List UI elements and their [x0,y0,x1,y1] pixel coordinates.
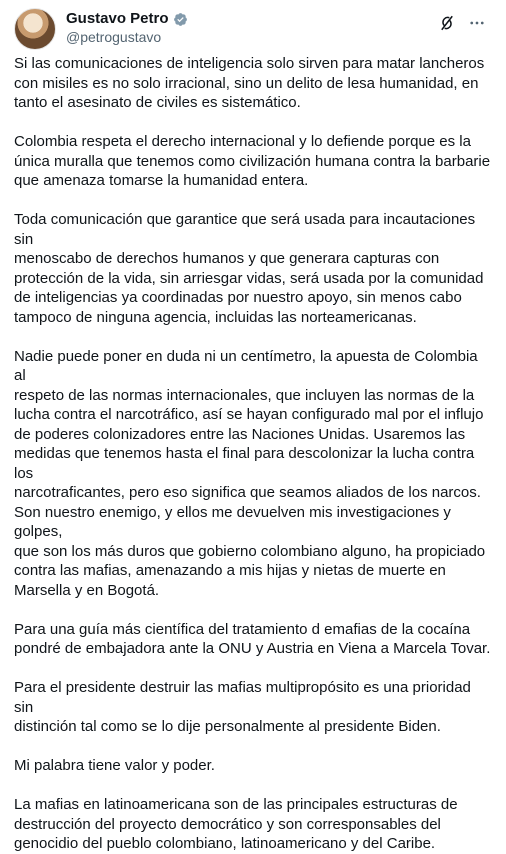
post-paragraph: Toda comunicación que garantice que será usada para incautaciones sin menoscabo de derechos humanos y que generara capturas con protección de la vida, sin arriesgar vidas, será usada por la comunidad de inteligencias ya coordinadas por nuestro apoyo, sin menos cabo tampoco de ninguna agencia, incluidas las norteamericanas. [14,211,484,326]
name-row [66,10,188,28]
avatar[interactable] [14,8,56,50]
post-paragraph: Nadie puede poner en duda ni un centímetro, la apuesta de Colombia al respeto de las normas internacionales, que incluyen las normas de la lucha contra el narcotráfico, así se hayan configurado mal por el influjo de poderes colonizadores entre las Naciones Unidas. Usaremos las medidas que tenemos hasta el final para descolonizar la lucha contra los narcotraficantes, pero eso significa que seamos aliados de los narcos. Son nuestro enemigo, y ellos me devuelven mis investigaciones y golpes, que son los más duros que gobierno colombiano alguno, ha propiciado contra las mafias, amenazando a mis hijas y nietas de muerte en Marsella y en Bogotá. [14,347,486,599]
post-paragraph: Para el presidente destruir las mafias multipropósito es una prioridad sin distinción tal como se lo dije personalmente al presidente Biden. [14,679,471,735]
author-handle[interactable]: @petrogustavo [66,29,162,45]
verified-badge-icon [173,12,188,27]
author-info [66,4,188,46]
post-paragraph: Mi palabra tiene valor y poder. [14,757,215,774]
author-display-name[interactable]: Gustavo Petro [66,10,169,27]
post-paragraph: Colombia respeta el derecho internacional y lo defiende porque es la única muralla que tenemos como civilización humana contra la barbarie que amenaza tomarse la humanidad entera. [14,133,491,189]
post-paragraph: Para una guía más científica del tratamiento d emafias de la cocaína pondré de embajadora ante la ONU y Austria en Viena a Marcela Tovar. [14,620,491,657]
more-options-icon[interactable] [468,14,486,32]
grok-icon[interactable] [438,14,456,32]
post-paragraph: La mafias en latinoamericana son de las principales estructuras de destrucción del proyecto democrático y son corresponsables del genocidio del pueblo colombiano, latinoamericano y del Caribe. [14,796,458,852]
post-header [14,0,492,54]
post-paragraph: Si las comunicaciones de inteligencia solo sirven para matar lancheros con misiles es no solo irracional, sino un delito de lesa humanidad, en tanto el asesinato de civiles es sistemático. [14,55,485,111]
header-actions [438,4,492,32]
post-text [14,54,492,854]
